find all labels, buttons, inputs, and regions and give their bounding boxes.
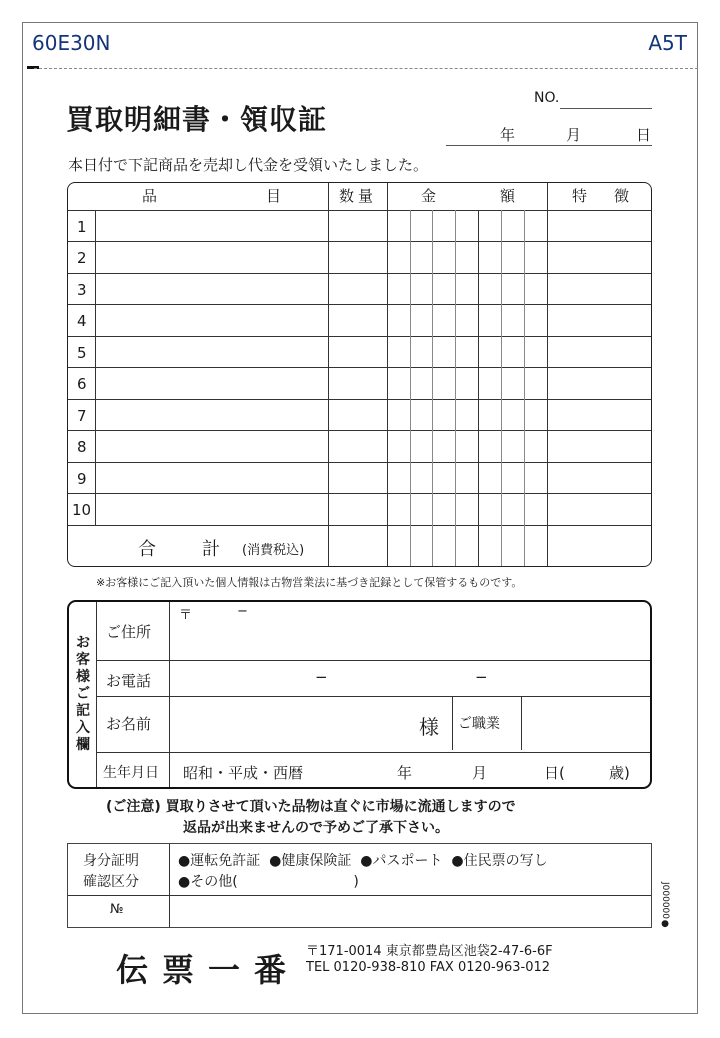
- date-year-label: 年: [500, 126, 516, 144]
- row-divider: [68, 399, 651, 400]
- id-label-divider: [169, 844, 170, 927]
- row-divider: [96, 660, 650, 661]
- birth-year-label: 年: [397, 764, 413, 782]
- postal-mark: 〒: [179, 608, 193, 623]
- side-divider: [96, 602, 97, 787]
- row-number: 6: [77, 375, 87, 393]
- row-divider: [68, 430, 651, 431]
- side-char: 欄: [76, 737, 90, 753]
- header-amount-b: 額: [500, 187, 516, 205]
- birth-day-label: 日(: [544, 764, 565, 782]
- tax-included-note: (消費税込): [242, 543, 305, 558]
- row-divider: [68, 336, 651, 337]
- header-qty: 数量: [339, 187, 378, 205]
- name-label: お名前: [106, 715, 152, 733]
- id-options-line1: ●運転免許証 ●健康保険証 ●パスポート ●住民票の写し: [178, 853, 548, 869]
- header-feature-b: 徴: [614, 187, 630, 205]
- row-divider: [68, 304, 651, 305]
- header-feature-a: 特: [572, 187, 588, 205]
- address-line-1: 〒171-0014 東京都豊島区池袋2-47-6-6F: [306, 944, 553, 959]
- number-label: NO.: [534, 90, 560, 106]
- date-day-label: 日: [636, 126, 652, 144]
- era-options: 昭和・平成・西暦: [183, 764, 304, 782]
- amount-digit-line: [478, 210, 479, 566]
- brand-logo: 伝票一番: [116, 951, 301, 989]
- side-char: 客: [76, 652, 90, 668]
- id-label-line2: 確認区分: [83, 874, 139, 890]
- row-number: 8: [77, 438, 87, 456]
- caution-line-2: 返品が出来ませんので予めご了承下さい。: [183, 820, 449, 836]
- row-divider: [68, 525, 651, 526]
- occupation-divider: [521, 696, 522, 750]
- side-char: 入: [76, 720, 90, 736]
- side-char: 様: [76, 669, 90, 685]
- side-char: ご: [76, 686, 90, 702]
- row-divider: [68, 273, 651, 274]
- row-number: 10: [72, 501, 92, 519]
- id-number-label: №: [110, 902, 124, 917]
- amount-digit-line: [455, 210, 456, 566]
- form-code-right: A5T: [648, 31, 687, 55]
- row-number: 5: [77, 344, 87, 362]
- items-table: [67, 182, 652, 567]
- row-divider: [68, 493, 651, 494]
- number-field-line[interactable]: [560, 108, 652, 109]
- row-number: 9: [77, 470, 87, 488]
- row-divider: [96, 696, 650, 697]
- col-divider-amount: [387, 183, 388, 566]
- privacy-note: ※お客様にご記入頂いた個人情報は古物営業法に基づき記録として保管するものです。: [96, 576, 523, 589]
- total-label-b: 計: [202, 539, 220, 560]
- total-label-a: 合: [138, 539, 156, 560]
- occupation-divider: [452, 696, 453, 750]
- row-divider: [68, 210, 651, 211]
- document-title: 買取明細書・領収証: [66, 103, 328, 136]
- id-label-line1: 身分証明: [83, 853, 139, 869]
- amount-digit-line: [432, 210, 433, 566]
- row-divider: [68, 462, 651, 463]
- customer-section-label: [69, 602, 97, 787]
- intro-text: 本日付で下記商品を売却し代金を受領いたしました。: [68, 156, 429, 174]
- label-divider: [169, 602, 170, 787]
- postal-dash: −: [237, 604, 248, 619]
- honorific-sama: 様: [419, 715, 439, 739]
- id-verification-table: [67, 843, 652, 928]
- id-options-line2: ●その他( ): [178, 874, 359, 890]
- birthdate-label: 生年月日: [103, 765, 159, 781]
- perforation-line: [34, 68, 698, 69]
- row-divider: [68, 241, 651, 242]
- header-item-b: 目: [266, 187, 282, 205]
- col-divider-qty: [328, 183, 329, 566]
- form-code-left: 60E30N: [32, 31, 111, 55]
- header-item-a: 品: [142, 187, 158, 205]
- row-number: 3: [77, 281, 87, 299]
- caution-line-1: (ご注意) 買取りさせて頂いた品物は直ぐに市場に流通しますので: [106, 799, 516, 815]
- amount-digit-line: [410, 210, 411, 566]
- header-amount-a: 金: [421, 187, 437, 205]
- side-char: 記: [76, 703, 90, 719]
- phone-dash: −: [475, 668, 488, 686]
- row-divider: [68, 367, 651, 368]
- company-address: [306, 944, 553, 976]
- birth-month-label: 月: [472, 764, 488, 782]
- date-field-line[interactable]: [446, 145, 652, 146]
- address-line-2: TEL 0120-938-810 FAX 0120-963-012: [306, 960, 551, 975]
- row-number: 1: [77, 218, 87, 236]
- col-divider-feature: [547, 183, 548, 566]
- age-label: 歳): [609, 764, 630, 782]
- amount-digit-line: [524, 210, 525, 566]
- occupation-label: ご職業: [458, 716, 500, 732]
- print-code: J000000●: [660, 882, 670, 930]
- customer-section: [67, 600, 652, 789]
- phone-dash: −: [315, 668, 328, 686]
- row-number: 7: [77, 407, 87, 425]
- row-number: 2: [77, 249, 87, 267]
- col-divider-number: [95, 210, 96, 525]
- row-number: 4: [77, 312, 87, 330]
- address-label: ご住所: [106, 623, 152, 641]
- row-divider: [96, 752, 650, 753]
- side-char: お: [76, 635, 90, 651]
- phone-label: お電話: [106, 672, 152, 690]
- amount-digit-line: [501, 210, 502, 566]
- date-month-label: 月: [566, 126, 582, 144]
- id-row-divider: [68, 895, 651, 896]
